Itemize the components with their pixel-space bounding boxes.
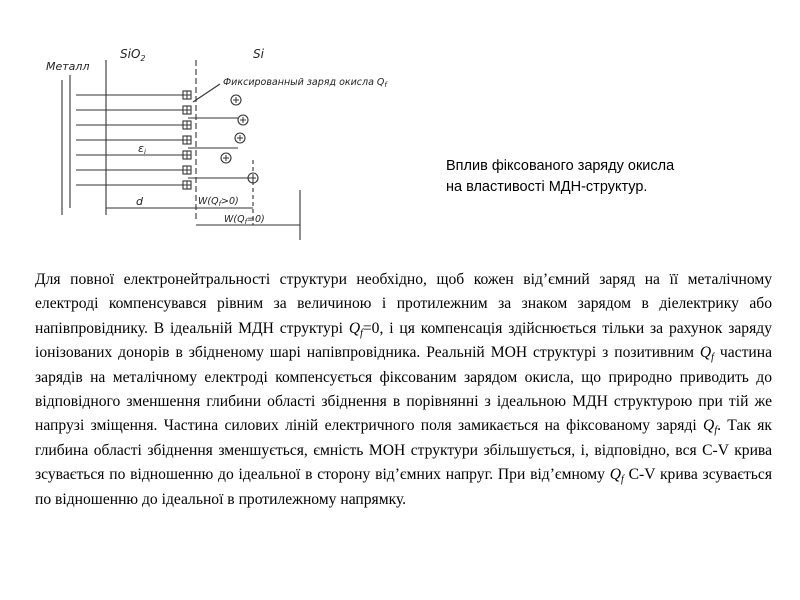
qf-symbol: $Q_f$: [699, 344, 714, 364]
mos-diagram: [38, 40, 387, 250]
body-text-part: частина зарядів на металічному електроді компенсується фіксованим зарядом окисла, що природно приводить до відповідного зменшення глибини області збіднення в порівнянні з ідеальною МДН структурою при тій же напрузі зміщення. Частина силових ліній електричного поля замикається на фіксованому заряді: [35, 344, 772, 435]
mos-structure-figure: [38, 40, 387, 250]
label-metal: Металл: [46, 60, 90, 73]
qf-symbol: $Q_f$: [609, 466, 624, 486]
qf-symbol: $Q_f$: [703, 417, 718, 437]
caption-line-2: на властивості МДН-структур.: [446, 179, 648, 195]
label-fixed-charge: Фиксированный заряд окисла $Q_f$: [223, 77, 387, 89]
body-text-part: С-V крива зсувається по відношенню до ідеальної в протилежному напрямку.: [35, 466, 773, 508]
body-text-part: Для повної електронейтральності структури необхідно, щоб кожен від’ємний заряд на її металічному електроді компенсувався рівним за величиною і протилежним за знаком зарядом в діелектрику або напівпровіднику. В ідеальній МДН структурі: [35, 271, 772, 337]
qf-symbol: $Q_f$: [348, 319, 363, 339]
label-sio2: SiO$_2$: [120, 47, 146, 63]
label-w-positive: $W(Q_f>0)$: [198, 196, 239, 208]
label-si: Si: [253, 47, 264, 61]
figure-caption: [446, 156, 766, 198]
body-text-part: . Так як глибина області збіднення зменшується, ємність МОН структури збільшується, і, відповідно, вся С-V крива зсувається по відношенню до ідеальної в сторону від’ємних напруг. При від’ємному: [35, 417, 772, 484]
label-d: d: [136, 195, 143, 208]
label-epsilon: εi: [138, 142, 146, 156]
body-text-part: =0, і ця компенсація здійснюється тільки за рахунок заряду іонізованих донорів в збідненому шарі напівпровідника. Реальній МОН структурі з позитивним: [35, 319, 773, 362]
body-paragraph: [35, 268, 772, 512]
label-w-zero: $W(Q_f=0)$: [224, 214, 265, 226]
label-pointer: [193, 84, 220, 102]
caption-line-1: Вплив фіксованого заряду окисла: [446, 158, 675, 174]
